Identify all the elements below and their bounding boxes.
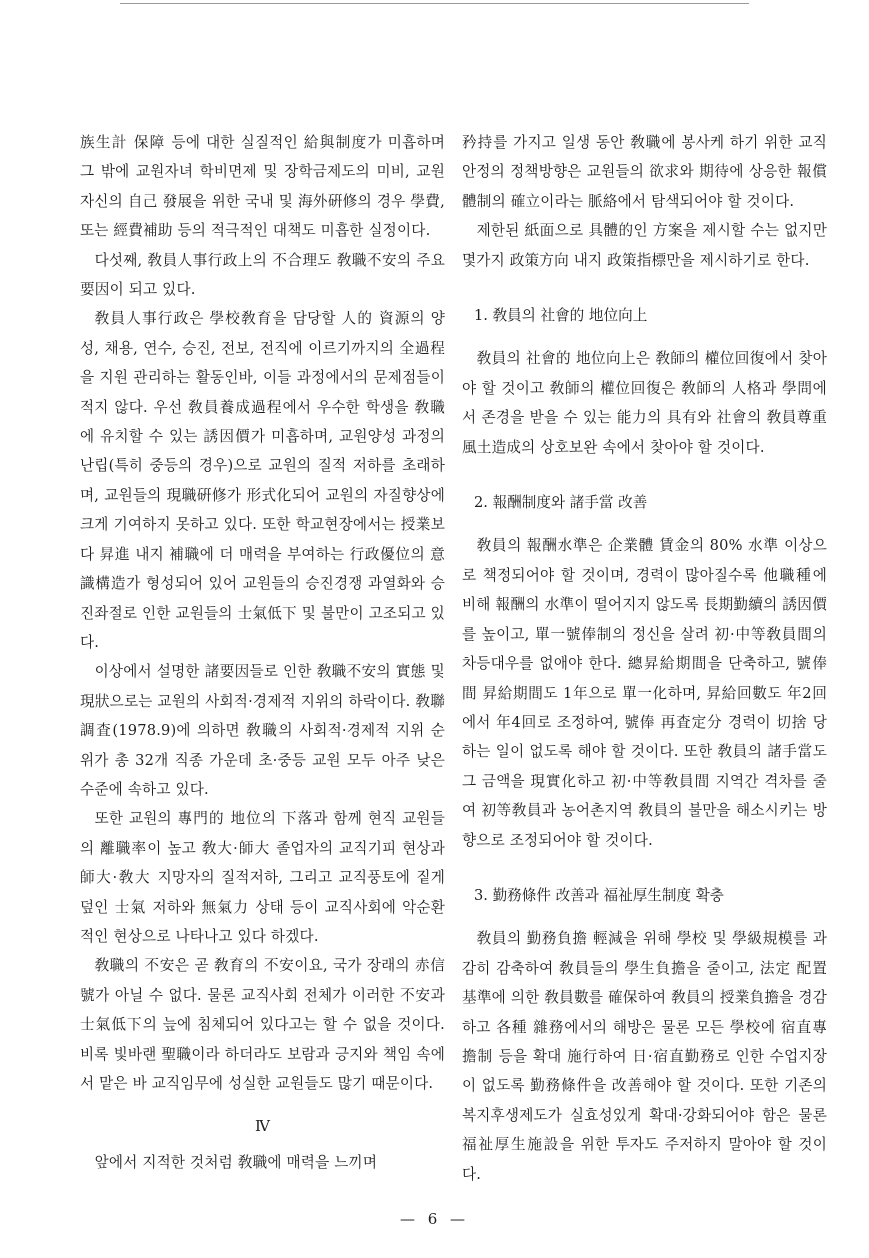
section-heading: 3. 勤務條件 改善과 福祉厚生制度 확충 bbox=[474, 886, 724, 904]
paragraph: 敎員人事行政은 學校敎育을 담당할 人的 資源의 양성, 채용, 연수, 승진, 전보, 전직에 이르기까지의 全過程을 지원 관리하는 활동인바, 이들 과정에서의 문제점들이 적지 않다. 우선 敎員養成過程에서 우수한 학생을 敎職에 유치할 수 있는 誘因價가 미흡하며, 교원양성 과정의 난립(특히 중등의 경우)으로 교원의 질적 저하를 초래하며, 교원들의 現職硏修가 形式化되어 교원의 자질향상에 크게 기여하지 못하고 있다. 또한 학교현장에서는 授業보다 昇進 내지 補職에 더 매력을 부여하는 行政優位의 意識構造가 형성되어 있어 교원들의 승진경쟁 과열화와 승진좌절로 인한 교원들의 士氣低下 및 불만이 고조되고 있다. bbox=[80, 310, 445, 651]
top-rule bbox=[120, 3, 749, 4]
paragraph: 敎員의 社會的 地位向上은 敎師의 權位回復에서 찾아야 할 것이고 敎師의 權位回復은 敎師의 人格과 學問에서 존경을 받을 수 있는 能力의 具有와 社會의 敎員尊重 風土造成의 상호보완 속에서 찾아야 할 것이다. bbox=[462, 350, 827, 456]
section-heading: 2. 報酬制度와 諸手當 改善 bbox=[474, 494, 648, 512]
paragraph: 族生計 保障 등에 대한 실질적인 給與制度가 미흡하며 그 밖에 교원자녀 학비면제 및 장학금제도의 미비, 교원 자신의 自己 發展을 위한 국내 및 海外硏修의 경우 學費, 또는 經費補助 등의 적극적인 대책도 미흡한 실정이다. bbox=[80, 134, 445, 240]
paragraph: 다섯째, 敎員人事行政上의 不合理도 敎職不安의 주요 要因이 되고 있다. bbox=[80, 251, 445, 299]
left-column bbox=[80, 128, 445, 1177]
paragraph: 敎員의 勤務負擔 輕減을 위해 學校 및 學級規模를 과감히 감축하여 敎員들의 學生負擔을 줄이고, 法定 配置基準에 의한 敎員數를 確保하여 敎員의 授業負擔을 경감하고 各種 雜務에서의 해방은 물론 모든 學校에 宿直專擔制 등을 확대 施行하여 日·宿直勤務로 인한 수업지장이 없도록 勤務條件을 改善해야 할 것이다. 또한 기존의 복지후생제도가 실효성있게 확대·강화되어야 함은 물론 福祉厚生施設을 위한 투자도 주저하지 말아야 할 것이다. bbox=[462, 930, 827, 1183]
paragraph: 敎職의 不安은 곧 敎育의 不安이요, 국가 장래의 赤信號가 아닐 수 없다. 물론 교직사회 전체가 이러한 不安과 士氣低下의 늪에 침체되어 있다고는 할 수 없을 것이다. 비록 빛바랜 聖職이라 하더라도 보람과 긍지와 책임 속에서 맡은 바 교직임무에 성실한 교원들도 많기 때문이다. bbox=[80, 957, 445, 1092]
section-heading: 1. 敎員의 社會的 地位向上 bbox=[474, 307, 648, 325]
section-roman-numeral: Ⅳ bbox=[255, 1117, 270, 1136]
paragraph: 제한된 紙面으로 具體的인 方案을 제시할 수는 없지만 몇가지 政策方向 내지 政策指標만을 제시하기로 한다. bbox=[462, 222, 827, 269]
paragraph: 敎員의 報酬水準은 企業體 賃金의 80% 水準 이상으로 책정되어야 할 것이며, 경력이 많아질수록 他職種에 비해 報酬의 水準이 떨어지지 않도록 長期勤續의 誘因價를 높이고, 單一號俸制의 정신을 살려 初·中等敎員間의 차등대우를 없애야 한다. 總昇給期間을 단축하고, 號俸間 昇給期間도 1年으로 單一化하며, 昇給回數도 年2回에서 年4回로 조정하여, 號俸 再査定分 경력이 切捨 당하는 일이 없도록 해야 할 것이다. 또한 敎員의 諸手當도 그 금액을 現實化하고 初·中等敎員間 지역간 격차를 줄여 初等敎員과 농어촌지역 敎員의 불만을 해소시키는 방향으로 조정되어야 할 것이다. bbox=[462, 537, 827, 849]
paragraph: 앞에서 지적한 것처럼 敎職에 매력을 느끼며 bbox=[94, 1153, 378, 1171]
paragraph: 이상에서 설명한 諸要因들로 인한 敎職不安의 實態 및 現狀으로는 교원의 사회적·경제적 지위의 하락이다. 敎聯調査(1978.9)에 의하면 敎職의 사회적·경제적 지위 순위가 총 32개 직종 가운데 초·중등 교원 모두 아주 낮은 수준에 속하고 있다. bbox=[80, 663, 445, 798]
right-column bbox=[462, 128, 827, 1189]
page-number: — 6 — bbox=[399, 1210, 470, 1228]
paragraph: 矜持를 가지고 일생 동안 敎職에 봉사케 하기 위한 교직안정의 정책방향은 교원들의 欲求와 期待에 상응한 報償體制의 確立이라는 脈絡에서 탐색되어야 할 것이다. bbox=[462, 134, 827, 210]
paragraph: 또한 교원의 專門的 地位의 下落과 함께 현직 교원들의 離職率이 높고 敎大·師大 졸업자의 교직기피 현상과 師大·敎大 지망자의 질적저하, 그리고 교직풍토에 짙게 덮인 士氣 저하와 無氣力 상태 등이 교직사회에 악순환적인 현상으로 나타나고 있다 하겠다. bbox=[80, 810, 445, 945]
